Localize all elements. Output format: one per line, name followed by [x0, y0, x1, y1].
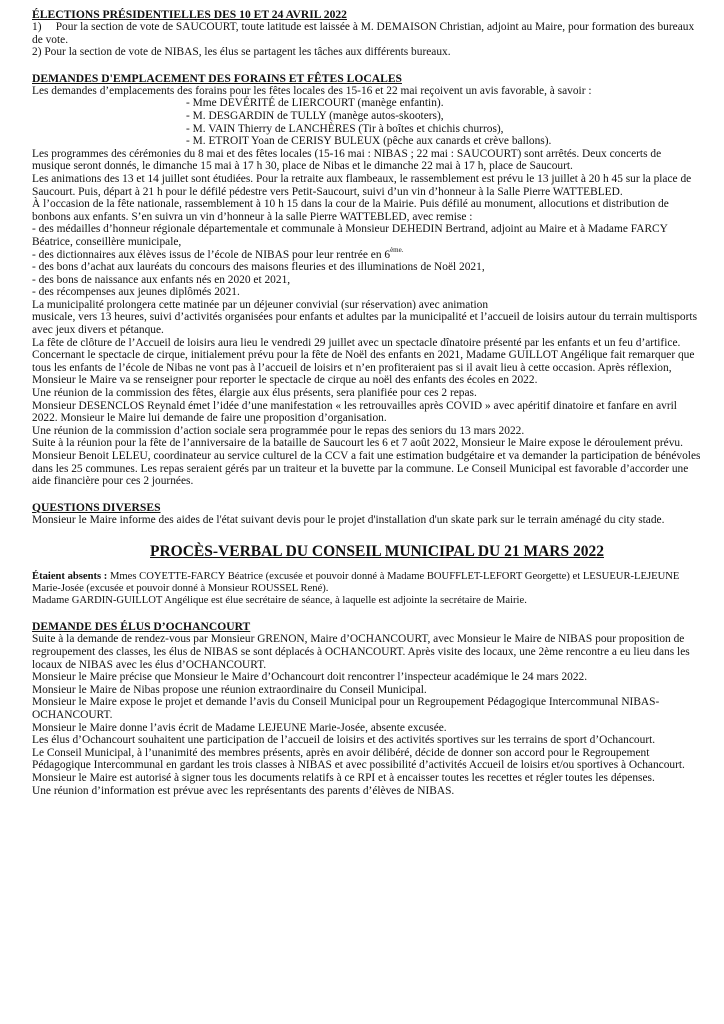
secretaire-text: Madame GARDIN-GUILLOT Angélique est élue secrétaire de séance, à laquelle est adjointe la secrétaire de Mairie.: [32, 595, 527, 607]
ochancourt-paragraph-6: Les élus d’Ochancourt souhaitent une participation de l’accueil de loisirs et des activités sportives sur les terrains de sport d’Ochancourt.: [32, 734, 656, 747]
distinction-item-2: [32, 245, 702, 262]
ochancourt-paragraph-3: Monsieur le Maire de Nibas propose une réunion extraordinaire du Conseil Municipal.: [32, 683, 427, 696]
distinction-item-2-text: - des dictionnaires aux élèves issus de l’école de NIBAS pour leur rentrée en 6: [32, 248, 391, 261]
heading-questions: QUESTIONS DIVERSES: [32, 500, 161, 514]
elections-line-1: 1) Pour la section de vote de SAUCOURT, toute latitude est laissée à M. DEMAISON Christian, adjoint au Maire, pour formation des bureaux de vote.: [32, 21, 695, 46]
heading-elections: ÉLECTIONS PRÉSIDENTIELLES DES 10 ET 24 AVRIL 2022: [32, 8, 347, 21]
questions-text: Monsieur le Maire informe des aides de l'état suivant devis pour le projet d'installation d'un skate park sur le terrain aménagé du city stade.: [32, 513, 665, 526]
ochancourt-paragraph-1: Suite à la demande de rendez-vous par Monsieur GRENON, Maire d’OCHANCOURT, avec Monsieur le Maire de NIBAS pour proposition de regroupement des classes, les élus de NIBAS se sont déplacés à OCHANCOURT. Après visite des locaux, une 2ème rencontre a eu lieu dans les locaux de NIBAS avec les élus d’OCHANCOURT.: [32, 633, 690, 671]
forains-paragraph-9: Une réunion de la commission d’action sociale sera programmée pour le repas des seniors du 13 mars 2022.: [32, 424, 525, 437]
elections-line-2: 2) Pour la section de vote de NIBAS, les élus se partagent les tâches aux différents bureaux.: [32, 46, 451, 59]
heading-ochancourt: DEMANDE DES ÉLUS D’OCHANCOURT: [32, 620, 251, 634]
forains-paragraph-4b: musicale, vers 13 heures, suivi d’activités organisées pour enfants et adultes par la municipalité et l’accueil de loisirs autour du terrain multisports avec jeux divers et pétanque.: [32, 311, 698, 337]
absents-label: Étaient absents :: [32, 571, 108, 583]
distinction-item-4: - des bons de naissance aux enfants nés en 2020 et 2021,: [32, 273, 291, 286]
ochancourt-paragraph-4: Monsieur le Maire expose le projet et demande l’avis du Conseil Municipal pour un Regroupement Pédagogique Intercommunal NIBAS-OCHANCOURT.: [32, 696, 660, 721]
forains-intro: Les demandes d’emplacements des forains pour les fêtes locales des 15-16 et 22 mai reçoivent un avis favorable, à savoir :: [32, 84, 592, 97]
distinction-item-2-sup: ème.: [390, 245, 404, 254]
spacer: [32, 59, 702, 72]
spacer: [32, 488, 702, 501]
ochancourt-paragraph-7: Le Conseil Municipal, à l’unanimité des membres présents, après en avoir délibéré, décide de donner son accord pour le Regroupement Pédagogique Intercommunal en gardant les trois classes à NIBAS et avec possibilité d’activités Accueil de loisirs et/ou sportives à Ochancourt.: [32, 746, 685, 772]
ochancourt-paragraph-2: Monsieur le Maire précise que Monsieur le Maire d’Ochancourt doit rencontrer l’inspecteur académique le 24 mars 2022.: [32, 671, 588, 684]
pv-title: PROCÈS-VERBAL DU CONSEIL MUNICIPAL DU 21 MARS 2022: [150, 543, 604, 561]
spacer: [32, 526, 702, 543]
absents-text: Mmes COYETTE-FARCY Béatrice (excusée et pouvoir donné à Madame BOUFFLET-LEFORT Georgette) et LESUEUR-LEJEUNE Marie-Josée (excusée et pouvoir donné à Monsieur ROUSSEL René).: [32, 571, 680, 595]
forains-paragraph-1: Les programmes des cérémonies du 8 mai et des fêtes locales (15-16 mai : NIBAS ; 22 mai : SAUCOURT) sont arrêtés. Deux concerts de musique seront donnés, le dimanche 15 mai à 17 h 30, place de Nibas et le dimanche 22 mai à 17 h, place de Saucourt.: [32, 147, 662, 173]
distinction-item-3: - des bons d’achat aux lauréats du concours des maisons fleuries et des illuminations de Noël 2021,: [32, 261, 485, 274]
forain-item-3: - M. VAIN Thierry de LANCHÈRES (Tir à boîtes et chichis churros),: [186, 122, 504, 135]
forains-paragraph-2: Les animations des 13 et 14 juillet sont étudiées. Pour la retraite aux flambeaux, le rassemblement est prévu le 13 juillet à 20 h 45 sur la place de Saucourt. Puis, départ à 21 h pour le défilé pédestre vers Petit-Saucourt, suivi d’un vin d’honneur à la Salle Pierre WATTEBLED.: [32, 172, 692, 198]
forain-item-1: - Mme DEVÉRITÉ de LIERCOURT (manège enfantin).: [186, 97, 444, 110]
distinction-item-1: - des médailles d’honneur régionale départementale et communale à Monsieur DEHEDIN Bertrand, adjoint au Maire et à Madame FARCY Béatrice, conseillère municipale,: [32, 223, 668, 248]
forains-paragraph-6: Concernant le spectacle de cirque, initialement prévu pour la fête de Noël des enfants en 2021, Madame GUILLOT Angélique fait remarquer que tous les enfants de l’école de Nibas ne vont pas à l’accueil de loisirs et n’en profiteraient pas si il avait lieu à cette occasion. Après réflexion, Monsieur le Maire va se renseigner pour reporter le spectacle de cirque au noël des enfants des écoles en 2022.: [32, 349, 695, 387]
distinction-item-5: - des récompenses aux jeunes diplômés 2021.: [32, 286, 240, 299]
forains-paragraph-3: À l’occasion de la fête nationale, rassemblement à 10 h 15 dans la cour de la Mairie. Puis défilé au monument, allocutions et distribution de bonbons aux enfants. S’en suivra un vin d’honneur à la salle Pierre WATTEBLED, avec remise :: [32, 198, 669, 223]
forain-item-2: - M. DESGARDIN de TULLY (manège autos-skooters),: [186, 109, 444, 122]
ochancourt-paragraph-9: Une réunion d’information est prévue avec les représentants des parents d’élèves de NIBAS.: [32, 784, 455, 797]
absents-paragraph: [32, 571, 702, 595]
ochancourt-paragraph-5: Monsieur le Maire donne l’avis écrit de Madame LEJEUNE Marie-Josée, absente excusée.: [32, 721, 447, 734]
forains-paragraph-7: Une réunion de la commission des fêtes, élargie aux élus présents, sera planifiée pour ces 2 repas.: [32, 387, 477, 400]
forains-paragraph-5: La fête de clôture de l’Accueil de loisirs aura lieu le vendredi 29 juillet avec un spectacle dînatoire présenté par les enfants et un feu d’artifice.: [32, 336, 681, 349]
forains-paragraph-8: Monsieur DESENCLOS Reynald émet l’idée d’une manifestation « les retrouvailles après COVID » avec apéritif dinatoire et fanfare en avril 2022. Monsieur le Maire lui demande de faire une proposition d’organisation.: [32, 399, 677, 425]
forain-item-4: - M. ETROIT Yoan de CERISY BULEUX (pêche aux canards et crève ballons).: [186, 135, 552, 148]
ochancourt-paragraph-8: Monsieur le Maire est autorisé à signer tous les documents relatifs à ce RPI et à encaisser toutes les recettes et régler toutes les dépenses.: [32, 771, 655, 784]
spacer: [32, 607, 702, 620]
forains-paragraph-10: Suite à la réunion pour la fête de l’anniversaire de la bataille de Saucourt les 6 et 7 août 2022, Monsieur le Maire expose le déroulement prévu. Monsieur Benoit LELEU, coordinateur au service culturel de la CCV a fait une estimation budgétaire et va demander la participation de bénévoles dans les 25 communes. Les repas seraient gérés par un traiteur et la buvette par la commune. Le Conseil Municipal est favorable d’accorder une aide financière pour ces 2 journées.: [32, 437, 701, 488]
forains-paragraph-4a: La municipalité prolongera cette matinée par un déjeuner convivial (sur réservation) avec animation: [32, 298, 489, 311]
heading-forains: DEMANDES D'EMPLACEMENT DES FORAINS ET FÊTES LOCALES: [32, 71, 402, 85]
spacer: [32, 561, 702, 571]
